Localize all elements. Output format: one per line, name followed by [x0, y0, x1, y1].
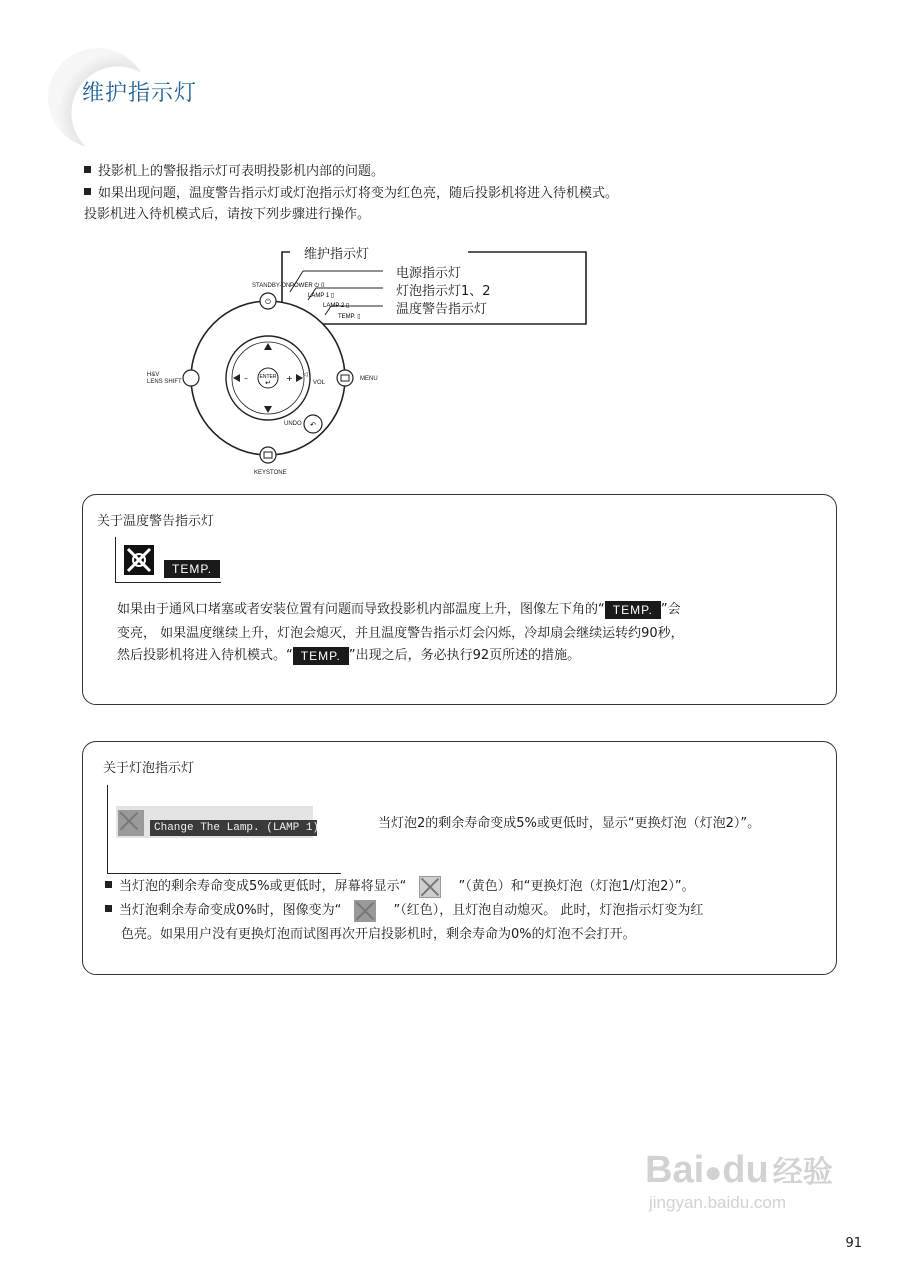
bullet-icon — [84, 188, 91, 195]
temp-paragraph-line-3: 然后投影机将进入待机模式。“ TEMP. ”出现之后，务必执行92页所述的措施。 — [117, 648, 581, 663]
svg-text:+: + — [286, 374, 293, 383]
bullet-icon — [105, 905, 112, 912]
callout-title: 维护指示灯 — [298, 243, 375, 262]
lamp-yellow-icon — [419, 876, 441, 898]
temp-warning-icon — [124, 545, 154, 575]
bullet-icon — [84, 166, 91, 173]
lamp-box-title: 关于灯泡指示灯 — [103, 761, 195, 776]
temp-badge-inline: TEMP. — [605, 601, 661, 619]
undo-label: UNDO — [284, 421, 302, 427]
power-small-label: POWER ⏻ ▯ — [290, 283, 326, 289]
lamp-red-icon — [354, 900, 376, 922]
page-number: 91 — [845, 1236, 862, 1251]
lamp-warning-icon — [118, 810, 144, 836]
lens-shift-label: H&V LENS SHIFT — [147, 372, 182, 385]
lamp-bullet-1: 当灯泡的剩余寿命变成5%或更低时，屏幕将显示“ ”（黄色）和“更换灯泡（灯泡1/灯泡2）”。 — [105, 875, 695, 899]
temp-paragraph-line-2: 变亮， 如果温度继续上升，灯泡会熄灭，并且温度警告指示灯会闪烁，冷却扇会继续运转约90秒， — [117, 626, 684, 641]
page-title: 维护指示灯 — [82, 81, 198, 106]
temp-small-label: TEMP. ▯ — [338, 314, 361, 320]
temp-paragraph-line-1: 如果由于通风口堵塞或者安装位置有问题而导致投影机内部温度上升，图像左下角的“ TEMP. ”会 — [117, 602, 681, 617]
svg-text:–: – — [244, 374, 248, 383]
temp-box-title: 关于温度警告指示灯 — [97, 514, 215, 529]
label-power-indicator: 电源指示灯 — [396, 266, 462, 281]
svg-text:ENTER: ENTER — [259, 374, 277, 380]
paw-icon: ● — [704, 1156, 723, 1189]
lamp2-side-text: 当灯泡2的剩余寿命变成5%或更低时，显示“更换灯泡（灯泡2）”。 — [378, 816, 761, 831]
standby-on-label: STANDBY-ON — [252, 283, 291, 289]
keystone-label: KEYSTONE — [254, 470, 287, 476]
temp-badge-inline-2: TEMP. — [293, 647, 349, 665]
lamp-change-banner: Change The Lamp. (LAMP 1) — [150, 820, 317, 836]
vol-label: VOL — [313, 380, 326, 386]
svg-text:⏻: ⏻ — [265, 298, 271, 306]
lamp2-small-label: LAMP 2 ▯ — [323, 303, 350, 309]
label-temp-indicator: 温度警告指示灯 — [396, 302, 488, 317]
label-lamp-indicator: 灯泡指示灯1、2 — [396, 284, 491, 299]
intro-line-3: 投影机进入待机模式后，请按下列步骤进行操作。 — [84, 207, 371, 222]
menu-label: MENU — [360, 376, 378, 382]
bullet-icon — [105, 881, 112, 888]
intro-line-2: 如果出现问题，温度警告指示灯或灯泡指示灯将变为红色亮，随后投影机将进入待机模式。 — [84, 184, 618, 204]
control-panel-diagram — [140, 240, 600, 485]
baidu-watermark: Bai●du 经验 jingyan.baidu.com — [645, 1149, 833, 1212]
lamp-bullet-2: 当灯泡剩余寿命变成0%时，图像变为“ ”（红色），且灯泡自动熄灭。 此时，灯泡指示灯变为红 — [105, 899, 703, 923]
svg-text:↶: ↶ — [310, 421, 316, 429]
lamp-bullet-2-continued: 色亮。如果用户没有更换灯泡而试图再次开启投影机时，剩余寿命为0%的灯泡不会打开。 — [121, 927, 636, 942]
svg-text:◁: ◁ — [303, 371, 308, 378]
temp-badge-screen: TEMP. — [164, 558, 220, 578]
svg-text:↵: ↵ — [265, 379, 271, 387]
intro-line-1: 投影机上的警报指示灯可表明投影机内部的问题。 — [84, 162, 384, 182]
lamp1-small-label: LAMP 1 ▯ — [308, 293, 335, 299]
